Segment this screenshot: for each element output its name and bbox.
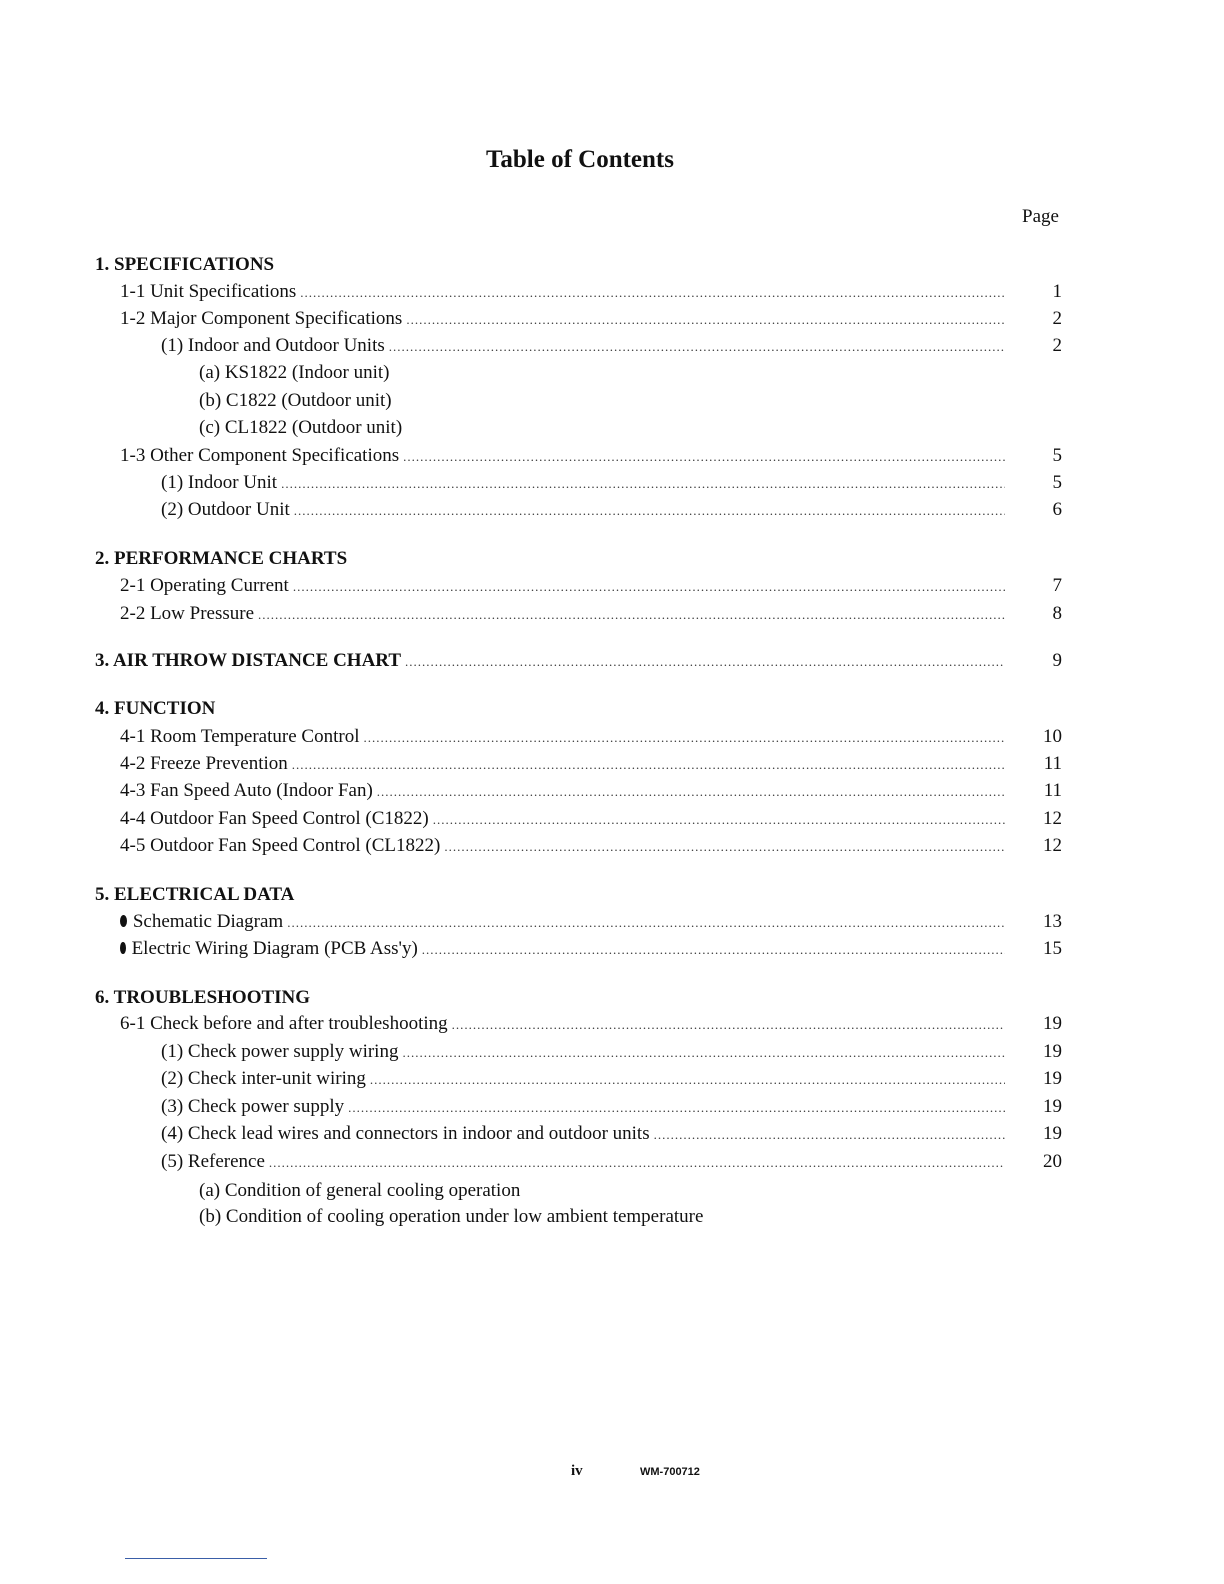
toc-entry-label: (b) Condition of cooling operation under low ambient temperature [199,1206,704,1227]
toc-page-number: 19 [1043,1068,1062,1089]
leader-dots [654,1127,1005,1143]
page-column-header: Page [1022,206,1059,227]
toc-page-number: 2 [1052,335,1062,356]
leader-dots [403,449,1005,465]
toc-entry-label: 4-2 Freeze Prevention [120,753,288,774]
toc-entry-1-2-1-b [199,390,392,416]
toc-entry-label: (5) Reference [161,1151,265,1172]
toc-entry-4-3 [120,780,1005,806]
leader-dots [292,757,1005,773]
toc-entry-6-1-5-a [199,1180,520,1206]
toc-entry-1-2-1 [161,335,1005,361]
toc-entry-label: (4) Check lead wires and connectors in indoor and outdoor units [161,1123,650,1144]
toc-page-number: 12 [1043,835,1062,856]
toc-section-1 [95,254,274,280]
toc-page-number: 6 [1052,499,1062,520]
toc-entry-label: Schematic Diagram [132,911,284,932]
toc-section-label: 2. PERFORMANCE CHARTS [95,548,348,569]
leader-dots [422,942,1005,958]
toc-entry-label: (a) Condition of general cooling operation [199,1180,521,1201]
toc-entry-6-1-1 [161,1041,1005,1067]
toc-page-number: 11 [1043,753,1062,774]
toc-page-number: 15 [1043,938,1062,959]
toc-entry-label: (1) Indoor and Outdoor Units [161,335,385,356]
toc-entry-2-1 [120,575,1005,601]
leader-dots [444,839,1005,855]
toc-page-number: 19 [1043,1123,1062,1144]
toc-entry-1-3-2 [161,499,1005,525]
toc-section-label: 3. AIR THROW DISTANCE CHART [95,650,402,671]
leader-dots [406,312,1005,328]
leader-dots [389,339,1005,355]
toc-page-number: 11 [1043,780,1062,801]
toc-page-number: 10 [1043,726,1062,747]
toc-entry-6-1 [120,1013,1005,1039]
footer-rule [125,1558,267,1559]
toc-page-number: 5 [1052,472,1062,493]
toc-section-label: 5. ELECTRICAL DATA [95,884,295,905]
footer-document-code: WM-700712 [640,1466,700,1478]
toc-page-number: 12 [1043,808,1062,829]
bullet-icon [120,915,127,927]
page-title: Table of Contents [486,146,674,173]
toc-entry-label: 1-2 Major Component Specifications [120,308,403,329]
leader-dots [348,1100,1005,1116]
toc-section-label: 4. FUNCTION [95,698,216,719]
toc-section-2 [95,548,347,574]
toc-entry-label: (2) Outdoor Unit [161,499,290,520]
bullet-icon [120,942,126,954]
toc-entry-6-1-3 [161,1096,1005,1122]
toc-entry-6-1-5 [161,1151,1005,1177]
toc-entry-label: (1) Check power supply wiring [161,1041,399,1062]
toc-entry-1-3-1 [161,472,1005,498]
toc-entry-label: (c) CL1822 (Outdoor unit) [199,417,403,438]
leader-dots [294,503,1005,519]
toc-entry-label: 6-1 Check before and after troubleshooting [120,1013,448,1034]
toc-entry-1-3 [120,445,1005,471]
toc-entry-label: (2) Check inter-unit wiring [161,1068,366,1089]
toc-page-number: 7 [1052,575,1062,596]
toc-section-5 [95,884,294,910]
toc-section-label: 6. TROUBLESHOOTING [95,987,311,1008]
leader-dots [452,1017,1005,1033]
toc-entry-label: 1-1 Unit Specifications [120,281,297,302]
toc-entry-5-2 [120,938,1005,964]
toc-entry-label: (b) C1822 (Outdoor unit) [199,390,392,411]
toc-entry-6-1-4 [161,1123,1005,1149]
leader-dots [405,654,1005,670]
footer-page-number: iv [571,1463,583,1479]
toc-page-number: 1 [1052,281,1062,302]
leader-dots [258,607,1005,623]
toc-entry-2-2 [120,603,1005,629]
toc-entry-label: (3) Check power supply [161,1096,345,1117]
toc-entry-1-1 [120,281,1005,307]
toc-entry-4-2 [120,753,1005,779]
toc-entry-4-1 [120,726,1005,752]
toc-entry-label: 4-5 Outdoor Fan Speed Control (CL1822) [120,835,441,856]
toc-page-number: 9 [1052,650,1062,671]
toc-entry-5-1 [120,911,1005,937]
toc-entry-4-5 [120,835,1005,861]
toc-page-number: 13 [1043,911,1062,932]
toc-entry-label: 4-3 Fan Speed Auto (Indoor Fan) [120,780,373,801]
toc-entry-label: (a) KS1822 (Indoor unit) [199,362,390,383]
toc-entry-label: (1) Indoor Unit [161,472,278,493]
leader-dots [433,812,1005,828]
leader-dots [363,730,1005,746]
toc-entry-label: 4-4 Outdoor Fan Speed Control (C1822) [120,808,429,829]
toc-page-number: 20 [1043,1151,1062,1172]
toc-page-number: 8 [1052,603,1062,624]
toc-entry-label: 1-3 Other Component Specifications [120,445,400,466]
leader-dots [269,1155,1005,1171]
toc-section-4 [95,698,215,724]
toc-page-number: 5 [1052,445,1062,466]
toc-entry-4-4 [120,808,1005,834]
leader-dots [293,579,1005,595]
toc-page-number: 2 [1052,308,1062,329]
toc-entry-1-2 [120,308,1005,334]
toc-section-3 [95,650,1005,676]
leader-dots [402,1045,1005,1061]
toc-section-label: 1. SPECIFICATIONS [95,254,275,275]
toc-entry-1-2-1-c [199,417,402,443]
toc-entry-label: 2-2 Low Pressure [120,603,255,624]
leader-dots [287,915,1005,931]
toc-entry-6-1-5-b [199,1206,703,1232]
toc-entry-1-2-1-a [199,362,390,388]
toc-section-6 [95,987,310,1013]
toc-entry-label: Electric Wiring Diagram (PCB Ass'y) [131,938,418,959]
toc-entry-6-1-2 [161,1068,1005,1094]
toc-entry-label: 2-1 Operating Current [120,575,289,596]
leader-dots [370,1072,1005,1088]
toc-page-number: 19 [1043,1013,1062,1034]
leader-dots [281,476,1005,492]
leader-dots [377,784,1005,800]
toc-page-number: 19 [1043,1041,1062,1062]
toc-entry-label: 4-1 Room Temperature Control [120,726,360,747]
toc-page-number: 19 [1043,1096,1062,1117]
leader-dots [300,285,1005,301]
